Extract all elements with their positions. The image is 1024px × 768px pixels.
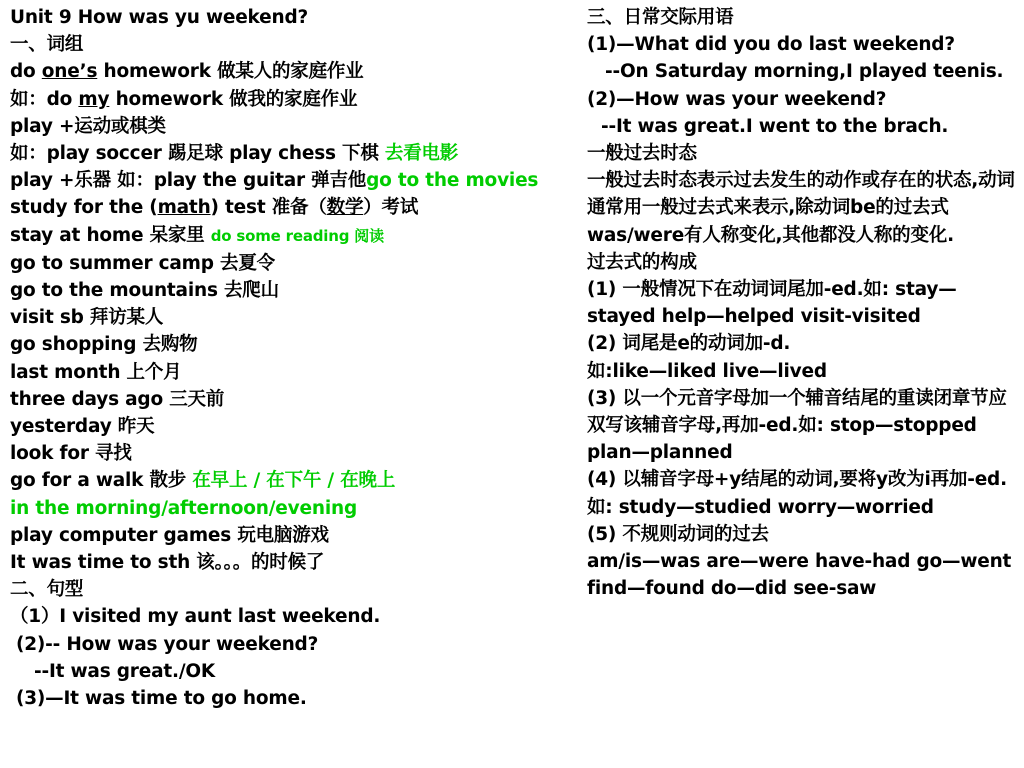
dialogue-1-question: (1)—What did you do last weekend? — [587, 34, 955, 56]
phrase-time-to: It was time to sth 该。。。的时候了 — [10, 552, 325, 574]
phrase-visit-sb: visit sb 拜访某人 — [10, 307, 164, 329]
rule-1: (1) 一般情况下在动词词尾加-ed.如: stay—stayed help—helped visit-visited — [587, 279, 957, 328]
phrase-look-for: look for 寻找 — [10, 443, 132, 465]
phrase-three-days-ago: three days ago 三天前 — [10, 388, 225, 410]
heading-past-form: 过去式的构成 — [587, 251, 697, 273]
dialogue-1-answer: --On Saturday morning,I played teenis. — [605, 61, 1004, 83]
highlight-text: go to the movies — [366, 170, 539, 192]
rule-5: (5) 不规则动词的过去 — [587, 523, 769, 545]
phrase-mountains: go to the mountains 去爬山 — [10, 280, 279, 302]
rule-3: (3) 以一个元音字母加一个辅音结尾的重读闭章节应双写该辅音字母,再加-ed.如: stop—stopped plan—planned — [587, 387, 1007, 464]
sentence-1: （1）I visited my aunt last weekend. — [10, 606, 381, 628]
phrase-summer-camp: go to summer camp 去夏令 — [10, 252, 275, 274]
highlight-text: do some reading 阅读 — [210, 226, 384, 245]
rule-2: (2) 词尾是e的动词加-d. — [587, 333, 791, 355]
phrase-yesterday: yesterday 昨天 — [10, 416, 155, 438]
phrase-play-instrument: play +乐器 如：play the guitar 弹吉他go to the movies — [10, 170, 539, 192]
dialogue-2-answer: --It was great.I went to the brach. — [601, 115, 949, 137]
unit-title: Unit 9 How was yu weekend? — [10, 7, 309, 28]
vocabulary-column — [10, 4, 585, 712]
sentence-3: (3)—It was time to go home. — [16, 688, 307, 710]
highlight-text: 去看电影 — [384, 143, 459, 165]
example-do-my-homework: 如：do my homework 做我的家庭作业 — [10, 88, 358, 110]
phrase-go-for-walk: go for a walk 散步 在早上 / 在下午 / 在晚上 — [10, 470, 396, 492]
phrase-play-sport: play +运动或棋类 — [10, 115, 166, 137]
paragraph-simple-past: 一般过去时态表示过去发生的动作或存在的状态,动词通常用一般过去式来表示,除动词be的过去式was/were有人称变化,其他都没人称的变化. — [587, 170, 1015, 246]
phrase-computer-games: play computer games 玩电脑游戏 — [10, 524, 329, 546]
phrase-stay-at-home: stay at home 呆家里 do some reading 阅读 — [10, 224, 384, 246]
dialogue-2-question: (2)—How was your weekend? — [587, 88, 887, 110]
heading-simple-past: 一般过去时态 — [587, 143, 697, 165]
grammar-column — [587, 4, 1017, 602]
sentence-2-answer: --It was great./OK — [34, 660, 216, 682]
phrase-last-month: last month 上个月 — [10, 361, 182, 383]
rule-5-examples: am/is—was are—were have-had go—went find—found do—did see-saw — [587, 551, 1012, 600]
phrase-time-of-day: in the morning/afternoon/evening — [10, 497, 357, 519]
example-play-soccer-chess: 如：play soccer 踢足球 play chess 下棋 去看电影 — [10, 143, 459, 165]
section-heading-phrases: 一、词组 — [10, 34, 84, 56]
rule-2-example: 如:like—liked live—lived — [587, 360, 827, 382]
highlight-text: 在早上 / 在下午 / 在晚上 — [192, 470, 396, 492]
section-heading-dialogue: 三、日常交际用语 — [587, 7, 734, 28]
section-heading-sentences: 二、句型 — [10, 579, 84, 601]
phrase-do-ones-homework: do one’s homework 做某人的家庭作业 — [10, 61, 364, 83]
sentence-2-question: (2)-- How was your weekend? — [16, 633, 319, 655]
rule-4: (4) 以辅音字母+y结尾的动词,要将y改为i再加-ed.如: study—studied worry—worried — [587, 469, 1007, 518]
phrase-study-for-test: study for the (math) test 准备（数学）考试 — [10, 197, 419, 219]
phrase-go-shopping: go shopping 去购物 — [10, 334, 198, 356]
